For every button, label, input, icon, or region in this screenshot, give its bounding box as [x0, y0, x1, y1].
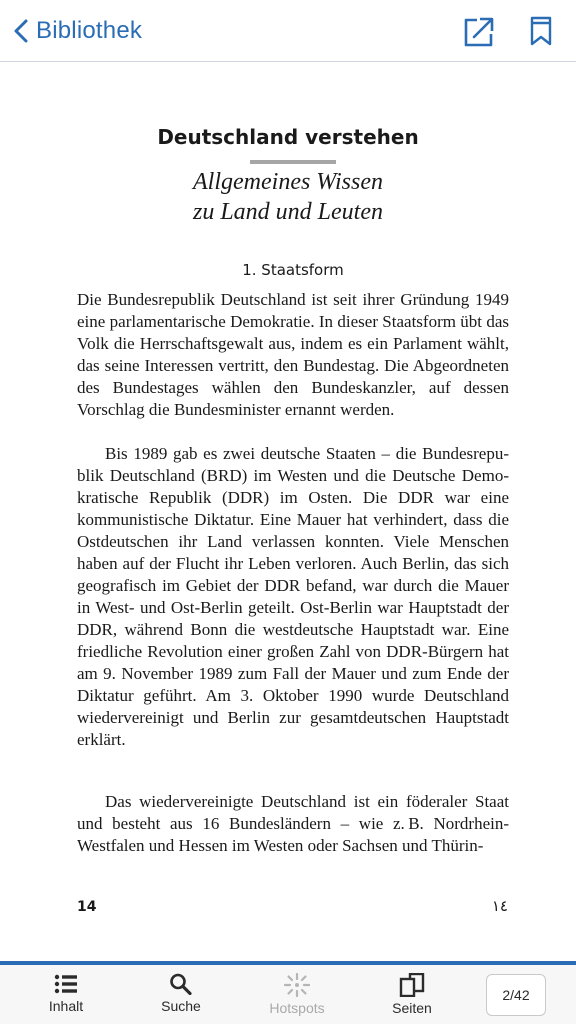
page-number-arabic: ١٤: [491, 897, 508, 915]
tab-pages-label: Seiten: [392, 1000, 432, 1016]
hotspots-icon: [252, 973, 342, 997]
top-navigation-bar: [0, 0, 576, 62]
book-title: Deutschland verstehen: [157, 125, 419, 149]
chevron-left-icon: [14, 19, 28, 43]
tab-hotspots-label: Hotspots: [269, 1000, 325, 1016]
subtitle-line-2: zu Land und Leuten: [192, 199, 383, 225]
share-button[interactable]: [463, 14, 495, 48]
bottom-tab-bar: [0, 961, 576, 1024]
tab-contents-label: Inhalt: [48, 998, 84, 1014]
page-indicator-button[interactable]: 2/42: [486, 974, 546, 1016]
pages-icon: [367, 973, 457, 997]
body-paragraph: Das wiedervereinigte Deutschland ist ein föderaler Staat und besteht aus 16 Bundesländern – wie z. B. Nordrhein-Westfalen und Hessen im Westen oder Sachsen und Thürin-: [77, 792, 509, 855]
tab-pages[interactable]: [367, 973, 457, 1023]
tab-search-label: Suche: [161, 998, 201, 1014]
page-number: 14: [77, 899, 97, 915]
search-icon: [136, 973, 226, 995]
back-to-library-button[interactable]: [14, 14, 142, 48]
body-paragraph: Bis 1989 gab es zwei deutsche Staaten – die Bundesrepublik Deutschland (BRD) im Westen und die Deutsche Demokratische Republik (DDR) im Osten. Die DDR war eine kommunistische Diktatur. Eine Mauer hat verhindert, dass die Ostdeutschen ihr Land verlassen konnten. Viele Menschen haben auf der Flucht ihr Leben verloren. Auch Berlin, das sich geografisch im Gebiet der DDR befand, war durch die Mauer in West- und Ost-Berlin geteilt. Ost-Berlin war Hauptstadt der DDR, während Bonn die westdeutsche Hauptstadt war. Eine friedliche Revolution einer großen Zahl von DDR-Bürgern hat am 9. November 1989 zum Fall der Mauer und zum Ende der Diktatur geführt. Am 3. Oktober 1990 wurde Deutschland wiedervereinigt und Berlin zur gesamtdeutschen Hauptstadt erklärt.: [77, 444, 509, 749]
bookmark-button[interactable]: [528, 14, 554, 48]
tab-contents[interactable]: [21, 973, 111, 1023]
book-page: [0, 63, 576, 961]
tab-search[interactable]: [136, 973, 226, 1023]
back-button-label: Bibliothek: [36, 17, 143, 44]
section-heading: 1. Staatsform: [242, 261, 344, 279]
list-icon: [21, 973, 111, 995]
subtitle-line-1: Allgemeines Wissen: [193, 169, 383, 195]
tab-hotspots[interactable]: [252, 973, 342, 1023]
share-icon: [463, 35, 495, 52]
bookmark-icon: [528, 35, 554, 52]
title-divider: [250, 160, 336, 164]
body-paragraph: Die Bundesrepublik Deutschland ist seit ihrer Gründung 1949 eine parlamentarische Demokratie. In dieser Staatsform übt das Volk die Herrschaftsgewalt aus, indem es ein Parlament wählt, das seine Interessen vertritt, den Bundestag. Die Abgeordneten des Bundestages wählen den Bundeskanzler, auf dessen Vorschlag die Bundesminister ernannt werden.: [77, 290, 509, 419]
